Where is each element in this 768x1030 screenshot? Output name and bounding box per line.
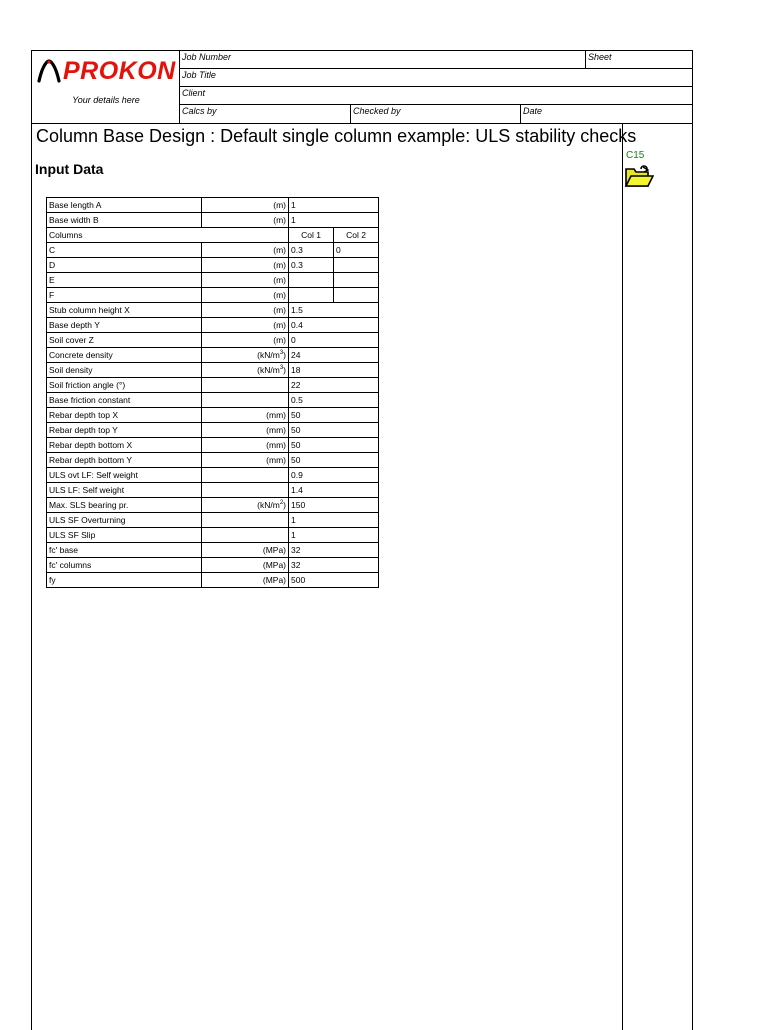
row-label: fy	[47, 573, 202, 588]
row-label: ULS ovt LF: Self weight	[47, 468, 202, 483]
row-label: Concrete density	[47, 348, 202, 363]
prokon-arc-icon	[36, 59, 62, 83]
row-value[interactable]: 1.4	[289, 483, 379, 498]
row-label: C	[47, 243, 202, 258]
calc-code-label[interactable]: C15	[626, 150, 645, 161]
row-unit: (m)	[202, 243, 289, 258]
row-label: Rebar depth bottom Y	[47, 453, 202, 468]
client-label: Client	[182, 88, 206, 98]
row-value-col2[interactable]: 0	[334, 243, 379, 258]
row-unit: (mm)	[202, 453, 289, 468]
row-label: Rebar depth top Y	[47, 423, 202, 438]
row-value-col2[interactable]	[334, 273, 379, 288]
checked-by-label: Checked by	[353, 106, 401, 116]
row-unit: (mm)	[202, 408, 289, 423]
table-row	[47, 378, 379, 393]
row-unit	[202, 483, 289, 498]
row-value[interactable]: 1.5	[289, 303, 379, 318]
open-folder-icon[interactable]	[624, 163, 654, 189]
row-unit: (m)	[202, 273, 289, 288]
row-value[interactable]: 0.9	[289, 468, 379, 483]
table-row	[47, 303, 379, 318]
row-value[interactable]: 22	[289, 378, 379, 393]
row-unit: (MPa)	[202, 573, 289, 588]
row-label: Soil friction angle (°)	[47, 378, 202, 393]
page-title: Column Base Design : Default single column example: ULS stability checks	[36, 126, 637, 146]
row-label: Rebar depth top X	[47, 408, 202, 423]
row-unit: $(kN/m^3)$	[202, 348, 289, 363]
row-label: ULS SF Slip	[47, 528, 202, 543]
row-unit	[202, 393, 289, 408]
row-label: Base length A	[47, 198, 202, 213]
brand-subtitle: Your details here	[72, 95, 140, 105]
table-row	[47, 468, 379, 483]
row-value[interactable]: 50	[289, 453, 379, 468]
row-value[interactable]: 32	[289, 558, 379, 573]
row-value[interactable]: 50	[289, 408, 379, 423]
table-row	[47, 348, 379, 363]
table-row	[47, 573, 379, 588]
row-value[interactable]: 50	[289, 438, 379, 453]
row-unit: (m)	[202, 258, 289, 273]
row-value[interactable]: 32	[289, 543, 379, 558]
row-value-col2[interactable]	[334, 288, 379, 303]
row-unit: (MPa)	[202, 558, 289, 573]
row-label: Rebar depth bottom X	[47, 438, 202, 453]
row-value-col1[interactable]: 0.3	[289, 243, 334, 258]
row-label: Base depth Y	[47, 318, 202, 333]
table-row	[47, 408, 379, 423]
row-label: Soil density	[47, 363, 202, 378]
row-label: Max. SLS bearing pr.	[47, 498, 202, 513]
logo-block	[32, 51, 180, 124]
row-value-col1[interactable]	[289, 288, 334, 303]
row-unit: (m)	[202, 318, 289, 333]
row-value[interactable]: 18	[289, 363, 379, 378]
table-row	[47, 543, 379, 558]
brand-name: PROKON	[63, 57, 176, 85]
table-row	[47, 528, 379, 543]
job-title-label: Job Title	[182, 70, 216, 80]
row-label: D	[47, 258, 202, 273]
row-label: fc' base	[47, 543, 202, 558]
table-row	[47, 228, 379, 243]
input-data-table	[46, 197, 379, 588]
row-unit: (m)	[202, 303, 289, 318]
table-row	[47, 198, 379, 213]
row-value[interactable]: 0.4	[289, 318, 379, 333]
table-row	[47, 423, 379, 438]
table-row	[47, 243, 379, 258]
margin-rule	[622, 124, 623, 1030]
row-unit: (m)	[202, 288, 289, 303]
row-label: Base friction constant	[47, 393, 202, 408]
header-row-client	[180, 87, 692, 105]
row-unit: (mm)	[202, 423, 289, 438]
row-label: E	[47, 273, 202, 288]
table-row	[47, 258, 379, 273]
row-label: Soil cover Z	[47, 333, 202, 348]
row-value-col1[interactable]: 0.3	[289, 258, 334, 273]
row-label: fc' columns	[47, 558, 202, 573]
calcs-by-label: Calcs by	[182, 106, 217, 116]
row-unit: $(kN/m^2)$	[202, 498, 289, 513]
sheet-label: Sheet	[588, 52, 612, 62]
row-value[interactable]: 0	[289, 333, 379, 348]
row-value-col2[interactable]	[334, 258, 379, 273]
column-header-col1: Col 1	[289, 228, 334, 243]
row-unit	[202, 513, 289, 528]
row-value[interactable]: 1	[289, 213, 379, 228]
header-divider	[520, 105, 521, 123]
row-unit: (m)	[202, 213, 289, 228]
table-row	[47, 333, 379, 348]
table-row	[47, 438, 379, 453]
table-row	[47, 393, 379, 408]
calc-sheet	[31, 50, 693, 1030]
header-row-signoff	[180, 105, 692, 123]
table-row	[47, 453, 379, 468]
row-unit: $(kN/m^3)$	[202, 363, 289, 378]
row-value[interactable]: 0.5	[289, 393, 379, 408]
header-divider	[350, 105, 351, 123]
table-row	[47, 288, 379, 303]
header-row-job-number	[180, 51, 692, 69]
row-unit	[202, 468, 289, 483]
header-divider	[585, 51, 586, 69]
row-label: ULS SF Overturning	[47, 513, 202, 528]
row-unit: (m)	[202, 333, 289, 348]
header-row-job-title	[180, 69, 692, 87]
row-unit	[202, 378, 289, 393]
table-row	[47, 273, 379, 288]
table-row	[47, 363, 379, 378]
table-row	[47, 318, 379, 333]
section-title: Input Data	[35, 161, 104, 177]
row-value-col1[interactable]	[289, 273, 334, 288]
row-unit: (MPa)	[202, 543, 289, 558]
row-label: F	[47, 288, 202, 303]
table-row	[47, 498, 379, 513]
row-value[interactable]: 24	[289, 348, 379, 363]
job-number-label: Job Number	[182, 52, 232, 62]
row-value[interactable]: 500	[289, 573, 379, 588]
sheet-header	[32, 50, 692, 124]
row-value[interactable]: 1	[289, 513, 379, 528]
row-value[interactable]: 50	[289, 423, 379, 438]
date-label: Date	[523, 106, 543, 116]
row-value[interactable]: 150	[289, 498, 379, 513]
table-row	[47, 513, 379, 528]
row-value[interactable]: 1	[289, 528, 379, 543]
row-label: Base width B	[47, 213, 202, 228]
row-unit: (m)	[202, 198, 289, 213]
table-row	[47, 213, 379, 228]
table-row	[47, 558, 379, 573]
column-header-col2: Col 2	[334, 228, 379, 243]
row-label: Columns	[47, 228, 289, 243]
row-unit	[202, 528, 289, 543]
row-value[interactable]: 1	[289, 198, 379, 213]
row-unit: (mm)	[202, 438, 289, 453]
row-label: ULS LF: Self weight	[47, 483, 202, 498]
row-label: Stub column height X	[47, 303, 202, 318]
table-row	[47, 483, 379, 498]
